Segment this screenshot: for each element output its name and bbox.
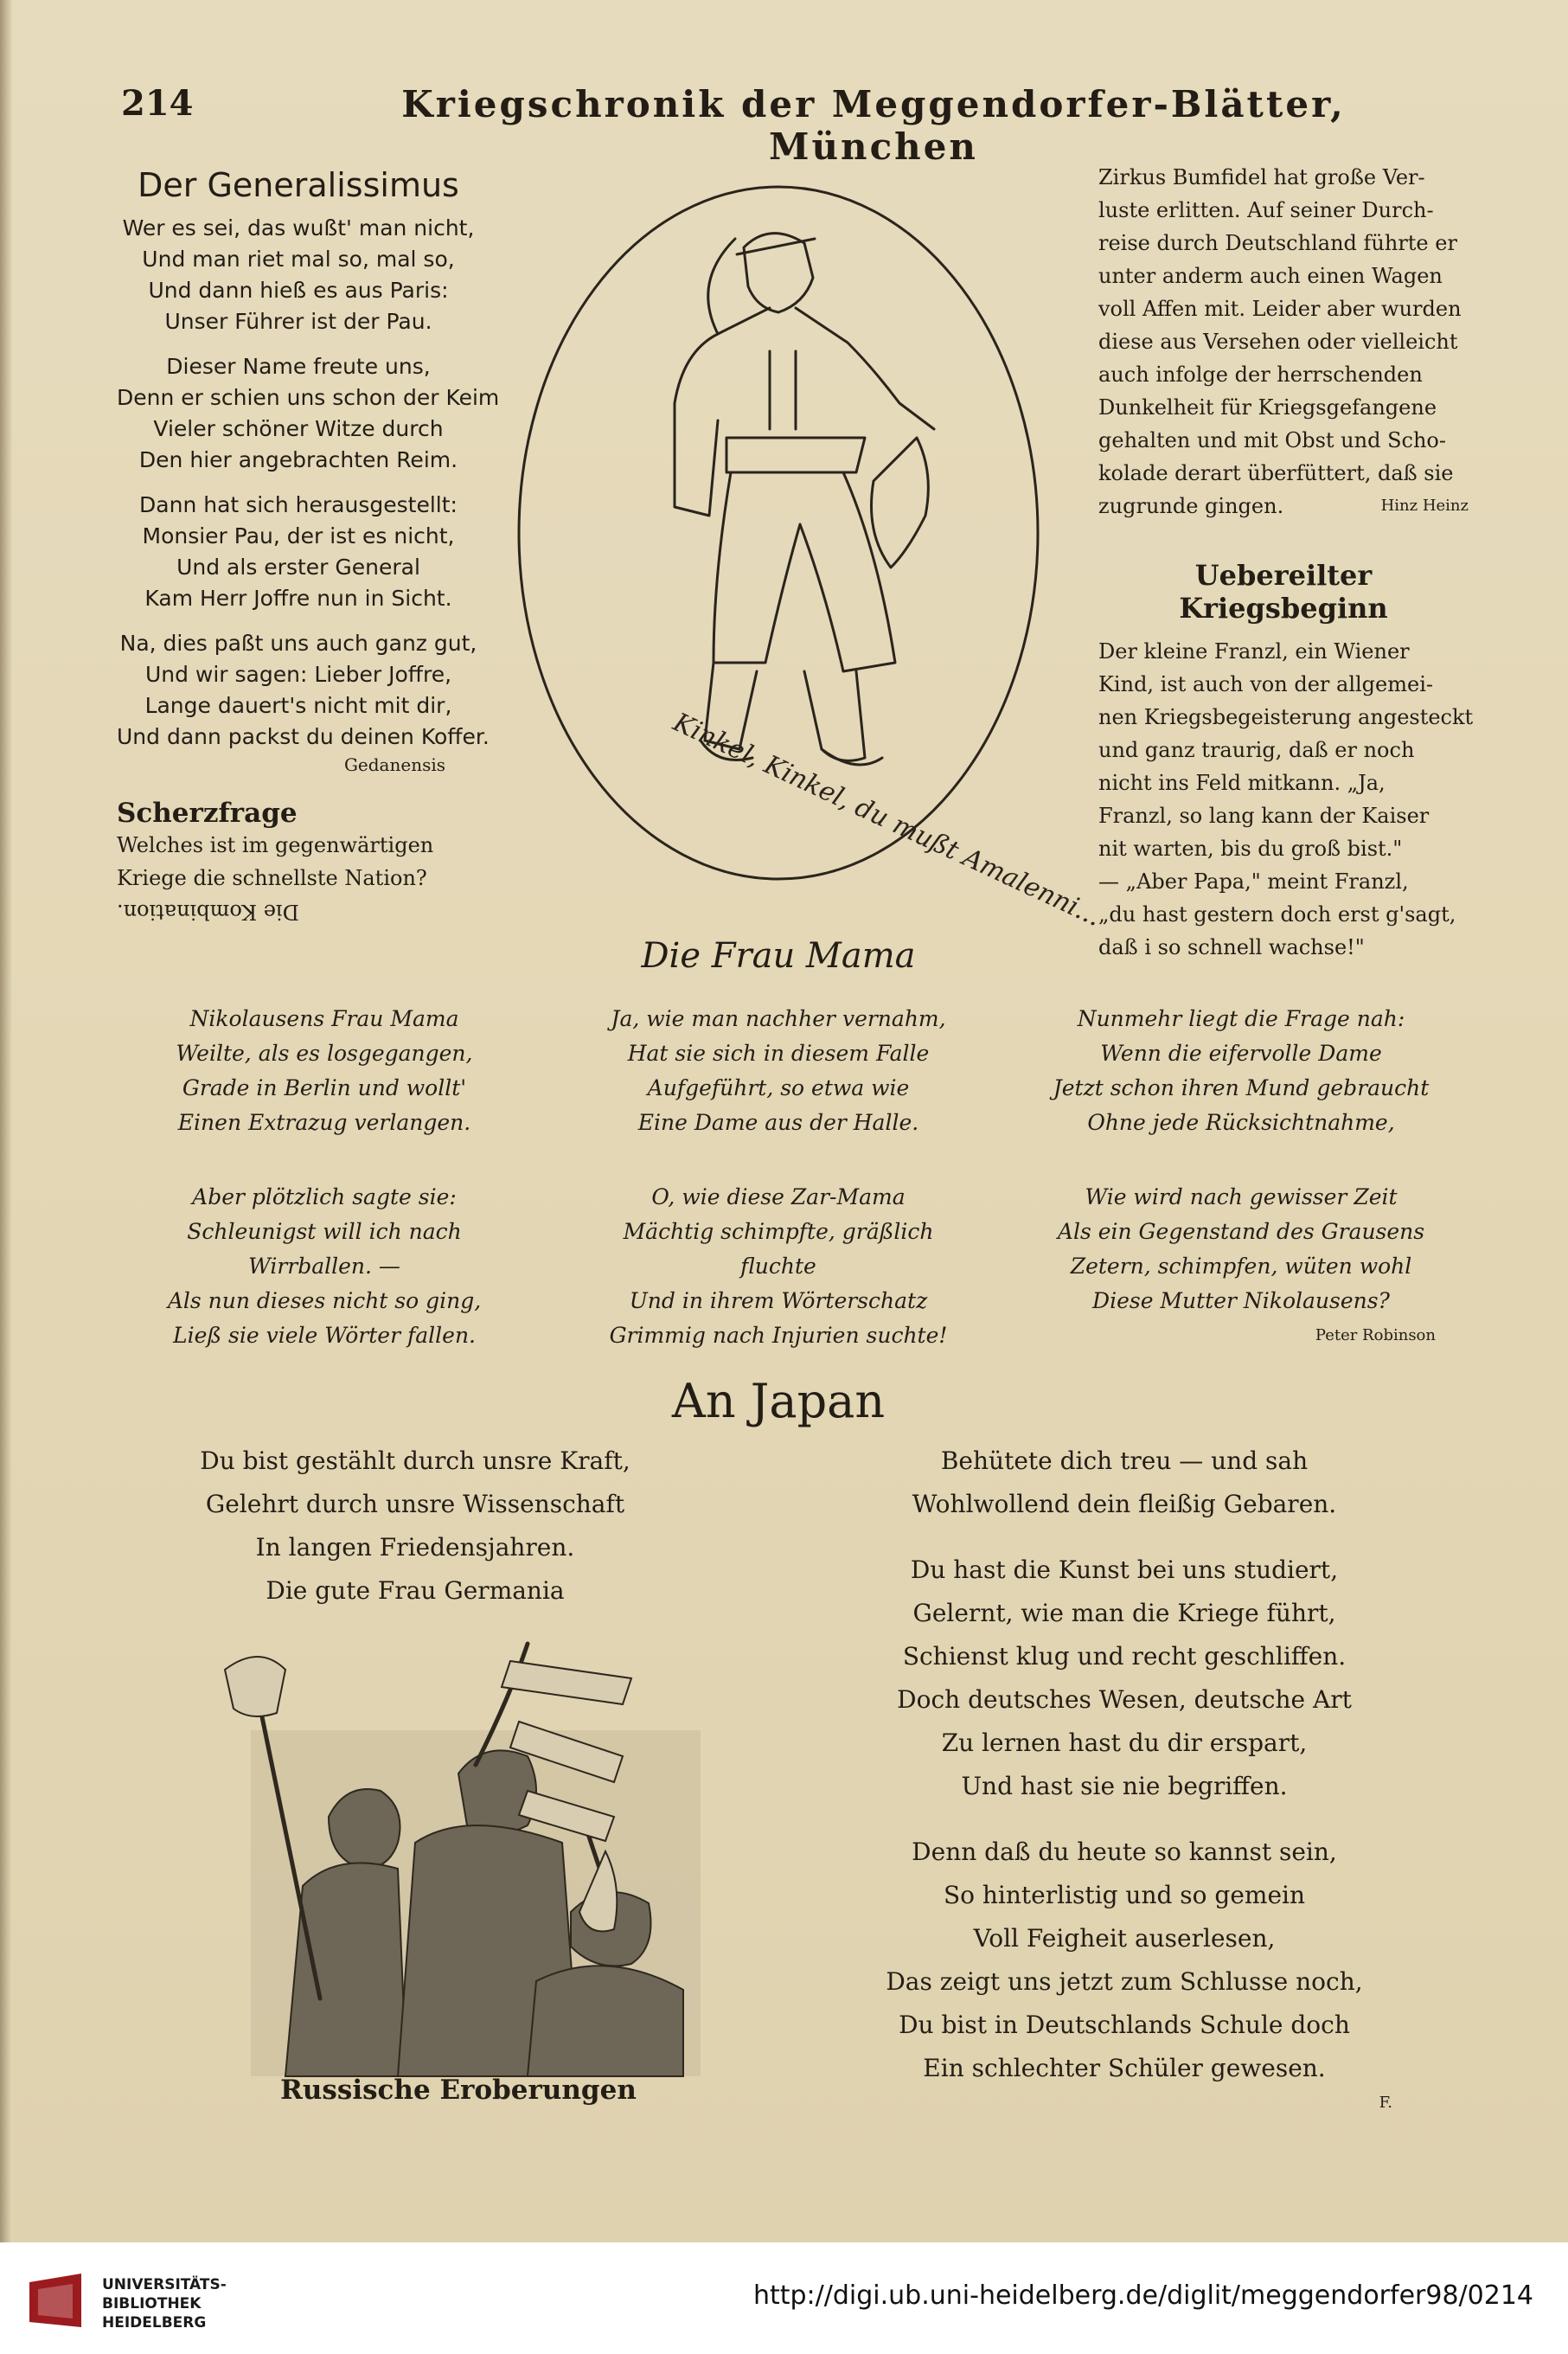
scherzfrage-heading: Scherzfrage: [117, 798, 298, 829]
russian-soldiers-drawing: [199, 1626, 718, 2076]
poem-line: Schienst klug und recht geschliffen.: [902, 1642, 1347, 1671]
frau-mama-column-2: [571, 1002, 986, 1393]
text-line: — „Aber Papa," meint Franzl,: [1098, 869, 1409, 894]
poem-line: Du bist in Deutschlands Schule doch: [899, 2011, 1350, 2039]
text-line: gehalten und mit Obst und Scho-: [1098, 428, 1446, 452]
an-japan-title: An Japan: [671, 1374, 886, 1428]
poem-line: Zu lernen hast du dir erspart,: [941, 1729, 1308, 1757]
poem-line: Als ein Gegenstand des Grausens: [1057, 1219, 1425, 1244]
text-line: Kind, ist auch von der allgemei-: [1098, 672, 1433, 696]
an-japan-left-column: [173, 1440, 657, 1613]
poem-line: Nunmehr liegt die Frage nah:: [1077, 1006, 1405, 1031]
page-number: 214: [121, 83, 194, 124]
poem-line: Gelehrt durch unsre Wissenschaft: [205, 1490, 625, 1518]
right-column: [1098, 161, 1474, 964]
poem-line: Du hast die Kunst bei uns studiert,: [910, 1555, 1339, 1584]
text-line: kolade derart überfüttert, daß sie: [1098, 461, 1454, 485]
scherzfrage-question: [117, 829, 480, 895]
text-line: diese aus Versehen oder vielleicht: [1098, 330, 1458, 354]
library-seal-icon: [26, 2270, 90, 2331]
generalissimus-stanza: [117, 213, 480, 337]
an-japan-signature: F.: [1379, 2094, 1392, 2112]
poem-line: Wer es sei, das wußt' man nicht,: [122, 215, 475, 241]
generalissimus-column: [117, 166, 500, 924]
poem-line: Aber plötzlich sagte sie:: [192, 1184, 457, 1209]
text-line: Zirkus Bumfidel hat große Ver-: [1098, 165, 1425, 189]
logo-text: [102, 2275, 227, 2332]
source-url-link[interactable]: http://digi.ub.uni-heidelberg.de/diglit/meggendorfer98/0214: [752, 2280, 1533, 2311]
poem-line: Und hast sie nie begriffen.: [961, 1772, 1288, 1800]
frau-mama-stanza: [1021, 1002, 1462, 1140]
poem-line: Behütete dich treu — und sah: [940, 1446, 1309, 1475]
soldier-drawing: [510, 178, 1106, 933]
poem-line: Das zeigt uns jetzt zum Schlusse noch,: [886, 1967, 1363, 1996]
frau-mama-stanza: [1021, 1180, 1462, 1318]
poem-line: So hinterlistig und so gemein: [943, 1881, 1306, 1909]
poem-line: Eine Dame aus der Halle.: [637, 1110, 919, 1135]
frau-mama-title: Die Frau Mama: [641, 936, 916, 976]
poem-line: Ließ sie viele Wörter fallen.: [173, 1323, 476, 1348]
poem-line: Monsier Pau, der ist es nicht,: [142, 523, 455, 548]
poem-line: Lange dauert's nicht mit dir,: [144, 693, 452, 718]
text-line: nen Kriegsbegeisterung angesteckt: [1098, 705, 1474, 729]
poem-line: Grade in Berlin und wollt': [182, 1075, 467, 1100]
poem-line: Wenn die eifervolle Dame: [1100, 1041, 1382, 1066]
poem-line: In langen Friedensjahren.: [255, 1533, 575, 1562]
text-line: Franzl, so lang kann der Kaiser: [1098, 804, 1430, 828]
text-line: voll Affen mit. Leider aber wurden: [1098, 297, 1462, 321]
logo-line: BIBLIOTHEK: [102, 2295, 202, 2312]
an-japan-stanza: [848, 1440, 1401, 1526]
an-japan-stanza: [848, 1831, 1401, 2090]
poem-line: Aufgeführt, so etwa wie: [647, 1075, 910, 1100]
an-japan-stanza: [848, 1549, 1401, 1808]
generalissimus-title: Der Generalissimus: [138, 166, 459, 204]
poem-line: Unser Führer ist der Pau.: [164, 309, 432, 334]
generalissimus-stanza: [117, 628, 490, 753]
an-japan-right-column: [848, 1440, 1401, 2125]
poem-line: Kam Herr Joffre nun in Sicht.: [144, 586, 452, 611]
poem-line: Voll Feigheit auserlesen,: [973, 1924, 1276, 1953]
generalissimus-stanza: [117, 351, 500, 476]
poem-line: Denn er schien uns schon der Keim: [117, 385, 500, 410]
logo-line: UNIVERSITÄTS-: [102, 2276, 227, 2293]
poem-line: Und als erster General: [176, 555, 420, 580]
frau-mama-stanza: [121, 1002, 528, 1140]
poem-line: Und in ihrem Wörterschatz: [629, 1288, 928, 1313]
poem-line: Du bist gestählt durch unsre Kraft,: [200, 1446, 630, 1475]
poem-line: Hat sie sich in diesem Falle: [627, 1041, 930, 1066]
poem-line: Wohlwollend dein fleißig Gebaren.: [912, 1490, 1337, 1518]
university-library-logo: [26, 2270, 234, 2331]
poem-line: Grimmig nach Injurien suchte!: [609, 1323, 948, 1348]
text-line: auch infolge der herrschenden: [1098, 362, 1423, 387]
poem-line: Wirrballen. —: [248, 1254, 400, 1279]
text-line-end: zugrunde gingen.: [1098, 494, 1284, 518]
text-line: Dunkelheit für Kriegsgefangene: [1098, 395, 1437, 420]
poem-line: Und man riet mal so, mal so,: [142, 247, 455, 272]
poem-line: O, wie diese Zar-Mama: [651, 1184, 906, 1209]
text-line: unter anderm auch einen Wagen: [1098, 264, 1443, 288]
russen-caption: Russische Eroberungen: [280, 2075, 637, 2106]
running-title: Kriegschronik der Meggendorfer-Blätter, München: [401, 83, 1346, 168]
text-line: nicht ins Feld mitkann. „Ja,: [1098, 771, 1386, 795]
kriegsbeginn-heading: Uebereilter Kriegsbeginn: [1179, 559, 1388, 625]
scherzfrage-answer-upside-down: Die Kombination.: [117, 900, 299, 924]
page-edge-shadow: [0, 0, 12, 2242]
frau-mama-stanza: [571, 1002, 986, 1140]
poem-line: Dieser Name freute uns,: [166, 354, 431, 379]
text-line: und ganz traurig, daß er noch: [1098, 738, 1415, 762]
text-line: reise durch Deutschland führte er: [1098, 231, 1457, 255]
poem-line: Nikolausens Frau Mama: [189, 1006, 459, 1031]
frau-mama-stanza: [121, 1180, 528, 1353]
text-line: Der kleine Franzl, ein Wiener: [1098, 639, 1410, 664]
poem-line: Mächtig schimpfte, gräßlich: [623, 1219, 934, 1244]
frau-mama-column-1: [121, 1002, 528, 1393]
text-line: [1098, 490, 1469, 523]
poem-line: Doch deutsches Wesen, deutsche Art: [897, 1685, 1352, 1714]
zirkus-signature: Hinz Heinz: [1380, 497, 1469, 515]
poem-line: Als nun dieses nicht so ging,: [167, 1288, 482, 1313]
poem-line: Schleunigst will ich nach: [187, 1219, 462, 1244]
illustration-caption: Kinkel, Kinkel, du mußt Amalenni...: [669, 707, 1106, 933]
kriegsbeginn-article: [1098, 635, 1474, 964]
poem-line: Denn daß du heute so kannst sein,: [912, 1838, 1337, 1866]
poem-line: Na, dies paßt uns auch ganz gut,: [119, 631, 477, 656]
frau-mama-signature: Peter Robinson: [1315, 1326, 1436, 1344]
poem-line: Den hier angebrachten Reim.: [138, 447, 458, 472]
soldier-illustration: [510, 178, 1106, 933]
library-footer: [0, 2242, 1568, 2354]
text-line: luste erlitten. Auf seiner Durch-: [1098, 198, 1434, 222]
poem-line: Ein schlechter Schüler gewesen.: [923, 2054, 1326, 2082]
poem-line: Vieler schöner Witze durch: [153, 416, 444, 441]
russen-illustration: [199, 1626, 718, 2076]
text-line: daß i so schnell wachse!": [1098, 935, 1365, 959]
logo-line: HEIDELBERG: [102, 2314, 207, 2332]
poem-line: Und dann hieß es aus Paris:: [148, 278, 449, 303]
text-line: „du hast gestern doch erst g'sagt,: [1098, 902, 1456, 927]
poem-line: Und wir sagen: Lieber Joffre,: [144, 662, 452, 687]
poem-line: Weilte, als es losgegangen,: [176, 1041, 473, 1066]
poem-line: Einen Extrazug verlangen.: [177, 1110, 471, 1135]
poem-line: Dann hat sich herausgestellt:: [139, 492, 458, 517]
text-line: Welches ist im gegenwärtigen: [117, 833, 434, 857]
poem-line: Gelernt, wie man die Kriege führt,: [912, 1599, 1336, 1627]
poem-line: Ohne jede Rücksichtnahme,: [1087, 1110, 1395, 1135]
zirkus-article: [1098, 161, 1469, 523]
page-header: [121, 83, 1470, 168]
poem-line: Diese Mutter Nikolausens?: [1092, 1288, 1390, 1313]
poem-line: Die gute Frau Germania: [266, 1576, 565, 1605]
generalissimus-stanza: [117, 490, 480, 614]
generalissimus-signature: Gedanensis: [343, 754, 445, 775]
text-line: Kriege die schnellste Nation?: [117, 866, 427, 890]
poem-line: Wie wird nach gewisser Zeit: [1085, 1184, 1398, 1209]
poem-line: Jetzt schon ihren Mund gebraucht: [1053, 1075, 1430, 1100]
text-line: nit warten, bis du groß bist.": [1098, 837, 1403, 861]
frau-mama-stanza: [571, 1180, 986, 1353]
frau-mama-column-3: [1021, 1002, 1462, 1353]
poem-line: Ja, wie man nachher vernahm,: [611, 1006, 946, 1031]
poem-line: Zetern, schimpfen, wüten wohl: [1070, 1254, 1412, 1279]
poem-line: fluchte: [740, 1254, 816, 1279]
poem-line: Und dann packst du deinen Koffer.: [117, 724, 490, 749]
